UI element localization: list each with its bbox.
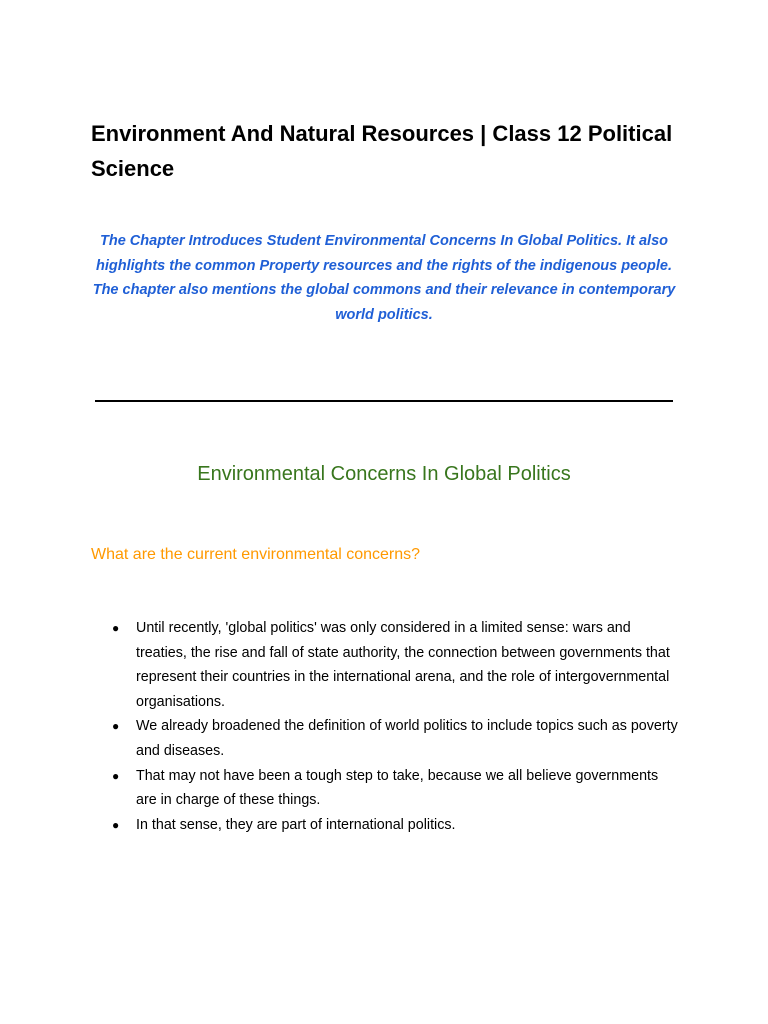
list-item [112,714,682,763]
bullet-icon: ● [112,719,120,734]
question-heading: What are the current environmental concerns? [91,546,421,563]
list-item-text: In that sense, they are part of international politics. [136,816,456,833]
bullet-icon: ● [112,621,120,635]
list-item [112,616,682,714]
horizontal-rule [95,400,673,402]
list-item [112,764,682,813]
chapter-intro: The Chapter Introduces Student Environmental Concerns In Global Politics. It also highlights the common Property resources and the rights of the indigenous people. The chapter also mentions the global commons and their relevance in contemporary world politics. [92,233,676,323]
bullet-icon: ● [112,768,120,783]
list-item-text: Until recently, 'global politics' was only considered in a limited sense: wars and treaties, the rise and fall of state authority, the connection between governments that represent their countries in the international arena, and the role of intergovernmental organisations. [136,620,670,710]
list-item-text: That may not have been a tough step to take, because we all believe governments are in charge of these things. [136,767,659,809]
bullet-list [112,616,682,837]
list-item [112,813,682,838]
section-heading: Environmental Concerns In Global Politics [197,463,571,485]
document-title: Environment And Natural Resources | Class 12 Political Science [91,121,673,181]
bullet-icon: ● [112,817,120,832]
list-item-text: We already broadened the definition of world politics to include topics such as poverty and diseases. [136,718,678,759]
